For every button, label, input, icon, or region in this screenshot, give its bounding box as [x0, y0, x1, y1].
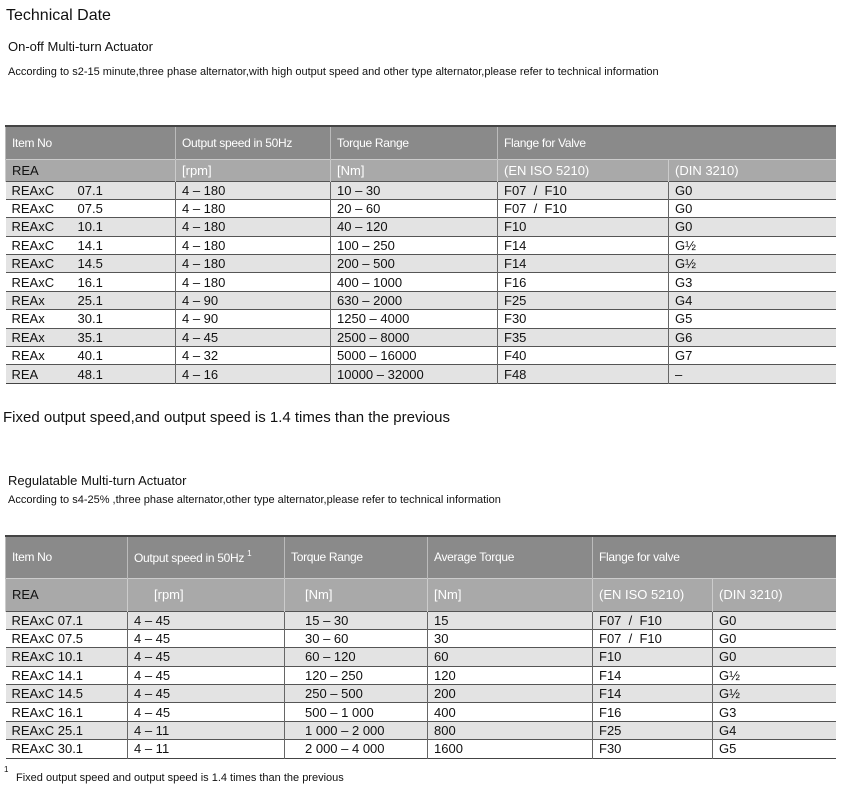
subheader-rea: REA [6, 159, 176, 181]
section1-description: According to s2-15 minute,three phase alternator,with high output speed and other type alternator,please refer to technical information [8, 66, 659, 78]
flange-en-iso-cell: F35 [498, 328, 669, 346]
header-torque-range: Torque Range [331, 126, 498, 159]
torque-range-cell: 5000 – 16000 [331, 347, 498, 365]
average-torque-cell: 1600 [428, 740, 593, 758]
item-size: 07.5 [77, 201, 103, 217]
output-speed-cell: 4 – 45 [128, 703, 285, 721]
item-model: REAxC [11, 256, 55, 272]
item-model: REAx [11, 329, 45, 345]
item-size: 14.5 [77, 256, 103, 272]
item-no-cell [6, 199, 176, 217]
item-no-cell: REAxC 14.5 [6, 685, 128, 703]
table-row [6, 236, 836, 254]
item-no-cell [6, 273, 176, 291]
header-torque-range: Torque Range [285, 536, 428, 578]
header-output-speed: Output speed in 50Hz [176, 126, 331, 159]
item-no-cell: REAxC 07.1 [6, 611, 128, 629]
average-torque-cell: 400 [428, 703, 593, 721]
flange-en-iso-cell: F25 [593, 721, 713, 739]
table-row [6, 310, 836, 328]
footnote-mark: 1 [247, 549, 252, 559]
torque-range-cell: 250 – 500 [285, 685, 428, 703]
torque-range-cell: 10000 – 32000 [331, 365, 498, 383]
flange-din-cell: G0 [669, 181, 836, 199]
item-no-cell: REAxC 30.1 [6, 740, 128, 758]
output-speed-cell: 4 – 45 [128, 648, 285, 666]
table-row [6, 611, 836, 629]
section1-heading: On-off Multi-turn Actuator [8, 39, 153, 54]
flange-en-iso-cell: F16 [498, 273, 669, 291]
output-speed-cell: 4 – 32 [176, 347, 331, 365]
header-flange: Flange for valve [593, 536, 836, 578]
torque-range-cell: 120 – 250 [285, 666, 428, 684]
torque-range-cell: 20 – 60 [331, 199, 498, 217]
average-torque-cell: 15 [428, 611, 593, 629]
item-size: 16.1 [77, 274, 103, 290]
flange-din-cell: G6 [669, 328, 836, 346]
item-size: 40.1 [77, 348, 103, 364]
flange-din-cell: G3 [669, 273, 836, 291]
item-model: REAxC [11, 201, 55, 217]
torque-range-cell: 2 000 – 4 000 [285, 740, 428, 758]
flange-en-iso-cell: F10 [593, 648, 713, 666]
average-torque-cell: 800 [428, 721, 593, 739]
output-speed-cell: 4 – 180 [176, 273, 331, 291]
table-row [6, 740, 836, 758]
item-no-cell [6, 310, 176, 328]
flange-din-cell: G5 [713, 740, 836, 758]
table-row [6, 365, 836, 383]
output-speed-cell: 4 – 45 [128, 611, 285, 629]
flange-din-cell: – [669, 365, 836, 383]
header-average-torque: Average Torque [428, 536, 593, 578]
flange-en-iso-cell: F10 [498, 218, 669, 236]
torque-range-cell: 1 000 – 2 000 [285, 721, 428, 739]
flange-en-iso-cell: F07 / F10 [498, 181, 669, 199]
output-speed-cell: 4 – 180 [176, 255, 331, 273]
flange-din-cell: G½ [669, 255, 836, 273]
item-model: REAxC [11, 219, 55, 235]
subheader-nm: [Nm] [331, 159, 498, 181]
subheader-avg-nm: [Nm] [428, 578, 593, 611]
table-row [6, 347, 836, 365]
output-speed-cell: 4 – 45 [128, 629, 285, 647]
output-speed-cell: 4 – 180 [176, 199, 331, 217]
item-size: 07.1 [77, 182, 103, 198]
torque-range-cell: 60 – 120 [285, 648, 428, 666]
item-no-cell: REAxC 16.1 [6, 703, 128, 721]
flange-en-iso-cell: F48 [498, 365, 669, 383]
torque-range-cell: 630 – 2000 [331, 291, 498, 309]
torque-range-cell: 1250 – 4000 [331, 310, 498, 328]
footnote-text: Fixed output speed and output speed is 1.4 times than the previous [16, 772, 344, 784]
item-no-cell [6, 347, 176, 365]
flange-din-cell: G0 [669, 218, 836, 236]
flange-din-cell: G7 [669, 347, 836, 365]
header-output-speed-label: Output speed in 50Hz [134, 551, 245, 566]
table-row [6, 273, 836, 291]
flange-din-cell: G4 [669, 291, 836, 309]
flange-en-iso-cell: F07 / F10 [593, 611, 713, 629]
flange-en-iso-cell: F07 / F10 [593, 629, 713, 647]
average-torque-cell: 200 [428, 685, 593, 703]
table-row [6, 648, 836, 666]
flange-en-iso-cell: F30 [593, 740, 713, 758]
header-item-no: Item No [6, 126, 176, 159]
section1-note: Fixed output speed,and output speed is 1.4 times than the previous [3, 409, 450, 426]
torque-range-cell: 30 – 60 [285, 629, 428, 647]
torque-range-cell: 400 – 1000 [331, 273, 498, 291]
on-off-actuator-table [5, 125, 836, 384]
header-item-no: Item No [6, 536, 128, 578]
table-row [6, 721, 836, 739]
output-speed-cell: 4 – 45 [128, 666, 285, 684]
torque-range-cell: 200 – 500 [331, 255, 498, 273]
item-model: REAxC [11, 182, 55, 198]
item-model: REAx [11, 311, 45, 327]
flange-din-cell: G3 [713, 703, 836, 721]
flange-din-cell: G4 [713, 721, 836, 739]
torque-range-cell: 500 – 1 000 [285, 703, 428, 721]
torque-range-cell: 10 – 30 [331, 181, 498, 199]
torque-range-cell: 100 – 250 [331, 236, 498, 254]
flange-en-iso-cell: F30 [498, 310, 669, 328]
item-model: REA [11, 366, 39, 382]
item-model: REAxC [11, 237, 55, 253]
flange-din-cell: G0 [669, 199, 836, 217]
average-torque-cell: 30 [428, 629, 593, 647]
item-no-cell [6, 365, 176, 383]
output-speed-cell: 4 – 11 [128, 721, 285, 739]
output-speed-cell: 4 – 180 [176, 218, 331, 236]
item-size: 10.1 [77, 219, 103, 235]
flange-en-iso-cell: F16 [593, 703, 713, 721]
subheader-nm: [Nm] [285, 578, 428, 611]
item-no-cell [6, 218, 176, 236]
torque-range-cell: 15 – 30 [285, 611, 428, 629]
table-row [6, 328, 836, 346]
flange-en-iso-cell: F14 [498, 236, 669, 254]
page-title: Technical Date [6, 7, 111, 24]
flange-en-iso-cell: F14 [593, 685, 713, 703]
item-size: 48.1 [77, 366, 103, 382]
subheader-rpm: [rpm] [176, 159, 331, 181]
output-speed-cell: 4 – 180 [176, 181, 331, 199]
flange-din-cell: G0 [713, 648, 836, 666]
torque-range-cell: 40 – 120 [331, 218, 498, 236]
section2-heading: Regulatable Multi-turn Actuator [8, 473, 187, 488]
subheader-rpm: [rpm] [128, 578, 285, 611]
item-no-cell [6, 328, 176, 346]
item-model: REAxC [11, 274, 55, 290]
output-speed-cell: 4 – 180 [176, 236, 331, 254]
header-flange: Flange for Valve [498, 126, 836, 159]
table-row [6, 199, 836, 217]
item-size: 35.1 [77, 329, 103, 345]
item-no-cell: REAxC 10.1 [6, 648, 128, 666]
flange-din-cell: G0 [713, 611, 836, 629]
regulatable-actuator-table [5, 535, 836, 759]
subheader-en-iso: (EN ISO 5210) [593, 578, 713, 611]
output-speed-cell: 4 – 90 [176, 310, 331, 328]
flange-en-iso-cell: F40 [498, 347, 669, 365]
output-speed-cell: 4 – 11 [128, 740, 285, 758]
item-no-cell [6, 181, 176, 199]
flange-din-cell: G½ [713, 666, 836, 684]
footnote-number: 1 [4, 765, 9, 774]
subheader-rea: REA [6, 578, 128, 611]
flange-en-iso-cell: F14 [498, 255, 669, 273]
average-torque-cell: 120 [428, 666, 593, 684]
item-size: 25.1 [77, 293, 103, 309]
flange-en-iso-cell: F07 / F10 [498, 199, 669, 217]
average-torque-cell: 60 [428, 648, 593, 666]
flange-din-cell: G5 [669, 310, 836, 328]
item-size: 30.1 [77, 311, 103, 327]
table-row [6, 255, 836, 273]
output-speed-cell: 4 – 90 [176, 291, 331, 309]
flange-din-cell: G½ [713, 685, 836, 703]
flange-en-iso-cell: F14 [593, 666, 713, 684]
subheader-din: (DIN 3210) [713, 578, 836, 611]
subheader-en-iso: (EN ISO 5210) [498, 159, 669, 181]
section2-description: According to s4-25% ,three phase alternator,other type alternator,please refer to technical information [8, 494, 501, 506]
item-model: REAx [11, 348, 45, 364]
flange-en-iso-cell: F25 [498, 291, 669, 309]
table-row [6, 291, 836, 309]
item-no-cell [6, 291, 176, 309]
table-row [6, 218, 836, 236]
table-row [6, 666, 836, 684]
item-no-cell: REAxC 14.1 [6, 666, 128, 684]
item-no-cell [6, 255, 176, 273]
item-no-cell [6, 236, 176, 254]
subheader-din: (DIN 3210) [669, 159, 836, 181]
output-speed-cell: 4 – 16 [176, 365, 331, 383]
table-row [6, 629, 836, 647]
item-no-cell: REAxC 07.5 [6, 629, 128, 647]
flange-din-cell: G½ [669, 236, 836, 254]
item-no-cell: REAxC 25.1 [6, 721, 128, 739]
output-speed-cell: 4 – 45 [128, 685, 285, 703]
torque-range-cell: 2500 – 8000 [331, 328, 498, 346]
flange-din-cell: G0 [713, 629, 836, 647]
table-row [6, 181, 836, 199]
table-row [6, 685, 836, 703]
header-output-speed [128, 536, 285, 578]
item-size: 14.1 [77, 237, 103, 253]
output-speed-cell: 4 – 45 [176, 328, 331, 346]
item-model: REAx [11, 293, 45, 309]
table-row [6, 703, 836, 721]
